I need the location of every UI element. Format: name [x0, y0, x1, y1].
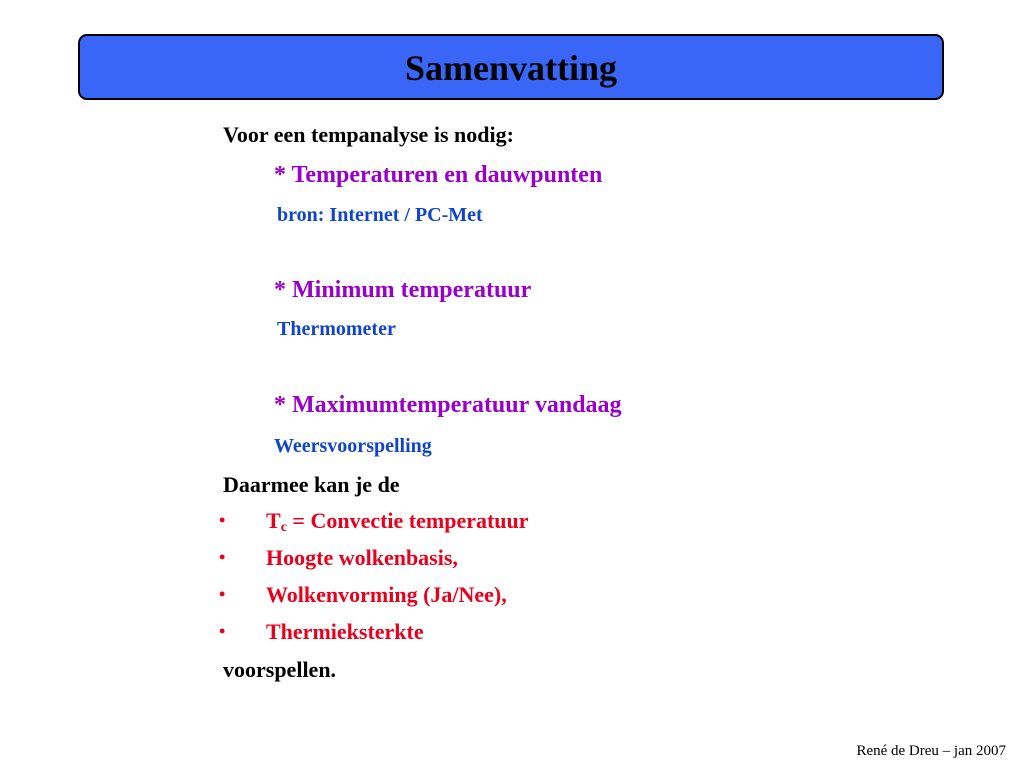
bullet-dot-icon: •	[219, 584, 226, 604]
bullet-cloud-formation: Wolkenvorming (Ja/Nee),	[266, 582, 507, 607]
bullet-label: = Convectie temperatuur	[286, 508, 529, 533]
bullet-dot-icon: •	[219, 621, 226, 641]
bullet-item	[0, 621, 1024, 647]
bullet-cloud-base-height: Hoogte wolkenbasis,	[266, 545, 458, 570]
conclusion-outro: voorspellen.	[223, 657, 337, 682]
slide-title: Samenvatting	[404, 48, 617, 88]
source-weather-forecast: Weersvoorspelling	[274, 435, 432, 457]
bullet-item	[0, 547, 1024, 573]
source-internet-pcmet: bron: Internet / PC-Met	[277, 204, 483, 226]
bullet-subscript: c	[280, 520, 287, 535]
bullet-item	[0, 584, 1024, 610]
requirement-maximum-temperature: * Maximumtemperatuur vandaag	[274, 392, 622, 418]
bullet-convection-temperature	[266, 508, 529, 535]
source-thermometer: Thermometer	[277, 318, 396, 340]
title-bar	[78, 34, 944, 100]
footer-author-date: René de Dreu – jan 2007	[856, 743, 1006, 759]
bullet-dot-icon: •	[219, 510, 226, 530]
intro-text: Voor een tempanalyse is nodig:	[223, 122, 514, 147]
requirement-temperatures-dewpoints: * Temperaturen en dauwpunten	[274, 162, 603, 188]
bullet-item	[0, 510, 1024, 536]
conclusion-intro: Daarmee kan je de	[223, 472, 400, 497]
requirement-minimum-temperature: * Minimum temperatuur	[274, 277, 532, 303]
bullet-prefix: T	[266, 508, 281, 533]
bullet-thermal-strength: Thermieksterkte	[266, 619, 424, 644]
bullet-dot-icon: •	[219, 547, 226, 567]
